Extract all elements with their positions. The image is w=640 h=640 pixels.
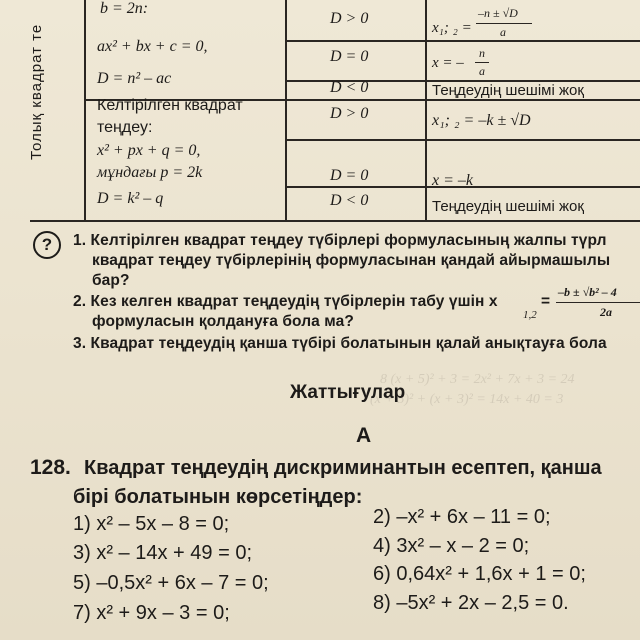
exercise-item: 7) x² + 9x – 3 = 0; — [73, 602, 230, 624]
exercise-item: 2) –x² + 6x – 11 = 0; — [373, 506, 551, 528]
table-cell-reduced-title: теңдеу: — [97, 119, 153, 136]
exercise-task: бірі болатынын көрсетіңдер: — [73, 486, 363, 508]
exercise-item: 3) x² – 14x + 49 = 0; — [73, 542, 252, 564]
question-icon: ? — [33, 231, 61, 259]
table-side-label: Толық квадрат те — [28, 23, 45, 160]
exercise-item: 5) –0,5x² + 6x – 7 = 0; — [73, 572, 269, 594]
exercise-item: 1) x² – 5x – 8 = 0; — [73, 513, 230, 535]
table-border — [84, 0, 86, 220]
table-cell-discriminant: D = n² – ac — [97, 70, 172, 87]
table-border — [30, 220, 640, 222]
table-condition: D > 0 — [330, 10, 369, 27]
table-solution-single-root-numerator: n — [479, 46, 485, 60]
table-condition: D < 0 — [330, 79, 369, 96]
question-1-line: 1. Келтірілген квадрат теңдеу түбірлері формуласының жалпы түрл — [73, 232, 607, 249]
exercise-number: 128. — [30, 456, 71, 479]
table-row-divider — [285, 139, 640, 141]
table-condition: D < 0 — [330, 192, 369, 209]
table-cell-reduced-equation: x² + px + q = 0, — [97, 142, 201, 159]
exercise-item: 6) 0,64x² + 1,6x + 1 = 0; — [373, 563, 586, 585]
question-2-equals: = — [541, 293, 551, 310]
table-solution-single-root-denominator: a — [479, 64, 485, 78]
table-cell-reduced-discriminant: D = k² – q — [97, 190, 164, 207]
table-condition: D = 0 — [330, 48, 369, 65]
table-cell-full-equation: ax² + bx + c = 0, — [97, 38, 208, 55]
table-solution-reduced-roots: x₁; ₂ = –k ± √D — [432, 112, 531, 129]
fraction-bar — [475, 62, 489, 63]
table-solution-single-root-lhs: x = – — [432, 55, 464, 71]
question-2-denominator: 2a — [600, 305, 612, 319]
table-solution-reduced-single-root: x = –k — [432, 172, 473, 189]
table-solution-roots-numerator: –n ± √D — [478, 6, 518, 20]
table-cell-reduced-title: Келтірілген квадрат — [97, 97, 243, 114]
show-through-text: (x + 5)² + (x + 3)² = 14x + 40 = 3 — [370, 392, 564, 407]
fraction-bar — [556, 302, 640, 303]
exercise-task: Квадрат теңдеудің дискриминантын есептеп, қанша — [84, 457, 602, 479]
table-row-divider — [285, 40, 640, 42]
question-2-numerator: –b ± √b² – 4 — [558, 285, 617, 299]
question-2-subscript: 1,2 — [523, 309, 537, 321]
table-solution-no-roots: Теңдеудің шешімі жоқ — [432, 198, 584, 215]
fraction-bar — [476, 23, 532, 24]
table-solution-roots-lhs: x₁; ₂ = — [432, 20, 472, 36]
level-heading: А — [356, 424, 372, 447]
question-1-line: бар? — [92, 272, 130, 289]
question-2-line: формуласын қолдануға бола ма? — [92, 313, 354, 330]
exercise-item: 4) 3x² – x – 2 = 0; — [373, 535, 530, 557]
question-2-line: 2. Кез келген квадрат теңдеудің түбірлерін табу үшін x — [73, 293, 498, 310]
exercise-item: 8) –5x² + 2x – 2,5 = 0. — [373, 592, 569, 614]
table-cell-reduced-where: мұндағы p = 2k — [97, 164, 203, 181]
question-1-line: квадрат теңдеу түбірлерінің формуласынан қандай айырмашылы — [92, 252, 611, 269]
section-title: Жаттығулар — [290, 382, 406, 403]
table-condition: D = 0 — [330, 167, 369, 184]
table-solution-no-roots: Теңдеудің шешімі жоқ — [432, 82, 584, 99]
table-solution-roots-denominator: a — [500, 25, 506, 39]
show-through-text: 8 (x + 5)² + 3 = 2x² + 7x + 3 = 24 — [380, 372, 575, 387]
table-condition: D > 0 — [330, 105, 369, 122]
table-cell-b-eq: b = 2n: — [100, 0, 149, 17]
question-3-line: 3. Квадрат теңдеудің қанша түбірі болатынын қалай анықтауға бола — [73, 335, 607, 352]
